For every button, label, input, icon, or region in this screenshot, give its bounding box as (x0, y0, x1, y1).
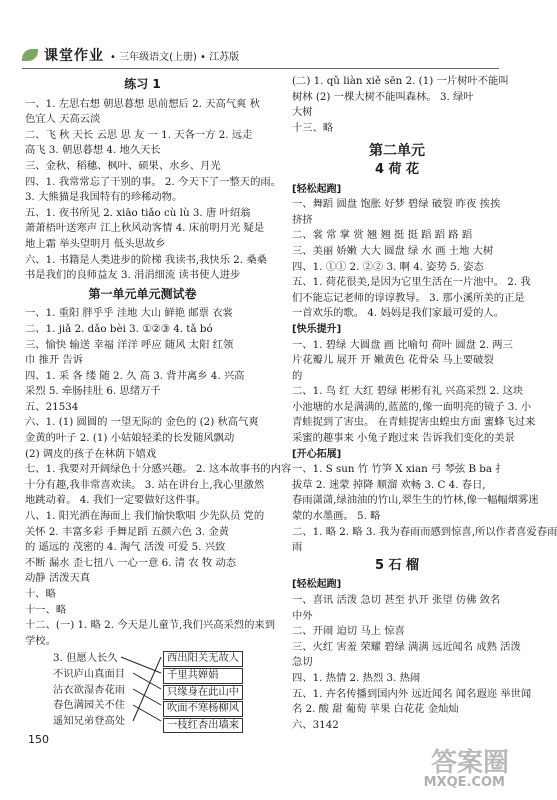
answer-line: 的 遥远的 茂密的 4. 淘气 活泼 可爱 5. 兴致 (25, 541, 226, 554)
poem-matching-exercise (25, 651, 260, 739)
book-title: 课堂作业 (44, 48, 104, 64)
poem-line: 一枝红杏出墙来 (163, 718, 243, 734)
answer-line: 十、略 (25, 588, 56, 600)
lesson-4-section-warmup: [轻松起跑] (292, 183, 342, 195)
answer-line: 蒙的水墨画。 5. 略 (292, 510, 381, 523)
answer-line: 四、1. ①① 2. ②② 3. 啊 4. 姿势 5. 姿态 (292, 260, 484, 273)
answer-line: 十分有趣,我非常喜欢读。 3. 站在讲台上,我心里激然 (25, 478, 265, 491)
answer-line: 四、1. 我常常忘了干别的事。 2. 今天下了一整天的雨。 (25, 175, 281, 188)
answer-line: 二、开闹 迫切 马上 惊喜 (292, 625, 405, 638)
answer-line: 采蜜的趣事来 小兔子跑过来 告诉我们变化的美景 (292, 432, 515, 445)
answer-line: 五、1. 荷花很美,是因为它里生活在一片池中。 2. 我 (292, 276, 531, 289)
answer-line: 金黄的叶子 2. (1) 小姑娘轻柔的长发随风飘动 (25, 432, 235, 445)
answer-line: 学校。 (25, 634, 56, 647)
answer-line: 书是我们的良师益友 3. 涓涓细流 读书使人进步 (25, 269, 241, 282)
answer-line: 雨 (292, 541, 303, 554)
answer-line: 十三、略 (292, 121, 334, 134)
lesson-4-warmup-answers (292, 197, 531, 322)
answer-line: 五、21534 (25, 400, 79, 413)
lesson-4-section-extend: [开心拓展] (292, 448, 342, 460)
answer-line: 一、1. 碧绿 大圆盘 画 比喻句 荷叶 圆盘 2. 两三 (292, 338, 513, 351)
answer-line: 动静 活泼天真 (25, 572, 91, 585)
answer-line: (2) 调皮的孩子在林荫下嬉戏 (25, 447, 157, 460)
poem-line: 吹面不寒杨柳风 (163, 701, 243, 717)
answer-line: 地跳动着。 4. 我们一定要做好这件事。 (25, 494, 207, 507)
book-header (22, 44, 239, 66)
answer-line: 二、飞 秋 天长 云思 思 友 一 1. 天各一方 2. 远走 (25, 128, 253, 141)
lesson-4-section-improve: [快乐提升] (292, 323, 342, 335)
lesson-5-warmup-answers (292, 593, 532, 733)
poem-line: 不识庐山真面目 (53, 667, 126, 680)
answer-line: 采烈 5. 牵肠挂肚 6. 思绪万千 (25, 385, 161, 398)
answer-line: 一、1. 左思右想 朝思暮想 思前想后 2. 天高气爽 秋 (25, 97, 260, 110)
answer-line: 地上霜 举头望明月 低头思故乡 (25, 237, 166, 250)
lesson-4-extend-answers (292, 462, 557, 556)
answer-line: 五、1. 夜书所见 2. xiāo tiǎo cù lù 3. 唐 叶绍翁 (25, 206, 251, 219)
answer-line: 名 2. 酸 甜 葡萄 苹果 白花花 金灿灿 (292, 703, 459, 716)
book-subtitle: • 三年级语文(上册) • 江苏版 (110, 51, 240, 63)
answer-line: 三、愉快 输送 幸福 洋洋 呼应 随风 太阳 红领 (25, 338, 234, 351)
answer-line: 春雨潇潇,绿油油的竹山,翠生生的竹林,像一幅幅烟雾迷 (292, 494, 539, 507)
answer-line: 的 (292, 369, 303, 382)
watermark-logo: 答案圈 (430, 748, 509, 778)
exercise-answers (25, 97, 281, 284)
answer-line: 一、舞蹈 圆盘 饱胀 好梦 碧绿 破裂 昨夜 挨挨 (292, 198, 501, 211)
unit-test-answers (25, 306, 292, 649)
lesson-5-section-warmup: [轻松起跑] (292, 579, 342, 591)
header-rule (22, 68, 499, 69)
answer-line: 六、3142 (292, 718, 339, 731)
answer-line: 七、1. 我要对开阔绿色十分感兴趣。 2. 这本故事书的内容 (25, 463, 292, 476)
answer-line: 高飞 3. 朝思暮想 4. 地久天长 (25, 144, 161, 157)
answer-line: 八、1. 阳光洒在海面上 我们愉快歌唱 少先队员 党的 (25, 510, 265, 523)
answer-line: 四、1. 热情 2. 热烈 3. 热闹 (292, 671, 421, 684)
exercise-title: 练习 1 (124, 77, 161, 91)
unit-test-title: 第一单元单元测试卷 (88, 286, 197, 301)
answer-line: 五、1. 卉名传播到国内外 远近闻名 闻名遐迩 举世闻 (292, 687, 532, 700)
continued-answers (292, 74, 509, 136)
answer-line: 树林 (2) 一棵大树不能叫森林。 3. 绿叶 (292, 90, 474, 103)
answer-line: 小池塘的水是满满的,蓝蓝的,像一面明亮的镜子 3. 小 (292, 400, 532, 413)
answer-line: 们不能忘记老师的谆谆教导。 3. 那小溪所美的正是 (292, 291, 525, 304)
right-column (292, 74, 557, 733)
answer-line: 中外 (292, 609, 313, 622)
poem-line: 沾衣欲湿杏花雨 (53, 683, 126, 696)
answer-line: 大树 (292, 106, 313, 119)
poem-line: 春色满园关不住 (53, 699, 126, 712)
poem-line: 遥知兄弟登高处 (53, 714, 126, 727)
answer-line: 青蛙捉到了害虫。 在青蛙捉害虫蝗虫方面 蜜蜂飞过来 (292, 416, 536, 429)
answer-line: 片花瓣儿 展开 开 嫩黄色 花骨朵 马上要破裂 (292, 354, 494, 367)
answer-line: 一、1. 重阳 胖乎乎 洼地 大山 鲜艳 邮票 衣裳 (25, 307, 233, 320)
answer-line: 二、1. 鸟 红 大红 碧绿 彬彬有礼 兴高采烈 2. 这块 (292, 385, 524, 398)
answer-line: 挤挤 (292, 213, 313, 226)
left-column (25, 74, 292, 741)
answer-line: 二、裳 常 掌 赏 翘 翘 挺 挺 蹈 蹈 路 蹈 (292, 229, 473, 242)
poem-line: 千里共婵娟 (163, 668, 243, 684)
lesson-4-title: 4 荷 花 (374, 161, 420, 177)
series-logo (22, 45, 104, 65)
poem-line: 西出阳关无故人 (163, 651, 243, 667)
answer-line: 一、1. S sun 竹 竹笋 X xian 弓 琴弦 B ba 扌 (292, 463, 506, 476)
answer-line: 三、火红 害羞 荣耀 碧绿 满满 远近闻名 成熟 活泼 (292, 640, 521, 653)
answer-line: 3. 大熊猫是我国特有的珍稀动物。 (25, 191, 183, 204)
answer-line: 急切 (292, 656, 313, 669)
leaf-icon (22, 49, 38, 61)
watermark-url: MXQE.COM (423, 775, 505, 790)
answer-line: 不断 漏水 歪七扭八 一心一意 6. 清 农 牧 动态 (25, 556, 237, 569)
answer-line: 萧萧梧叶送寒声 江上秋风动客情 4. 床前明月光 疑是 (25, 222, 265, 235)
answer-line: 二、1. jiǎ 2. dǎo bèi 3. ①②③ 4. tǎ bó (25, 322, 213, 335)
answer-line: 色宜人 天高云淡 (25, 113, 101, 126)
answer-line: (二) 1. qǔ liàn xiě sēn 2. (1) 一片树叶不能叫 (292, 75, 509, 87)
answer-line: 十二、(一) 1. 略 2. 今天是儿童节,我们兴高采烈的来到 (25, 619, 275, 632)
poem-line: 3. 但愿人长久 (53, 652, 118, 665)
answer-line: 二、1. 略 2. 略 3. 我为春雨而感到惊喜,所以作者喜爱春雨 (292, 525, 557, 538)
answer-line: 一首欢乐的歌。 4. 妈妈是我们家最可爱的人。 (292, 307, 505, 320)
unit-two-title: 第二单元 (369, 143, 425, 160)
lesson-4-improve-answers (292, 338, 536, 447)
answer-line: 十一、略 (25, 603, 67, 616)
answer-line: 四、1. 采 各 缕 随 2. 久 高 3. 背井离乡 4. 兴高 (25, 369, 245, 382)
lesson-5-title: 5 石 榴 (374, 557, 420, 573)
matching-left-list (53, 651, 125, 729)
poem-line: 只缘身在此山中 (163, 685, 243, 701)
answer-line: 拔草 2. 迷蒙 掉降 顺溜 欢畅 3. C 4. 春日, (292, 478, 486, 491)
answer-line: 三、金秋、稻穗、枫叶、硕果、水乡、月光 (25, 159, 221, 172)
answer-line: 一、喜讯 活泼 急切 甚至 扒开 张望 仿佛 敛名 (292, 594, 501, 606)
page-number: 150 (28, 733, 49, 746)
answer-line: 六、1. (1) 圆圆的 一望无际的 金色的 (2) 秋高气爽 (25, 416, 259, 429)
answer-line: 六、1. 书籍是人类进步的阶梯 我读书,我快乐 2. 桑桑 (25, 253, 267, 266)
answer-line: 三、美丽 娇嫩 大大 圆盘 绿 水 画 土地 大树 (292, 244, 494, 257)
answer-line: 关怀 2. 丰富多彩 手舞足蹈 五颜六色 3. 金黄 (25, 525, 230, 538)
answer-line: 巾 推开 告诉 (25, 354, 84, 367)
matching-right-list (163, 651, 243, 734)
